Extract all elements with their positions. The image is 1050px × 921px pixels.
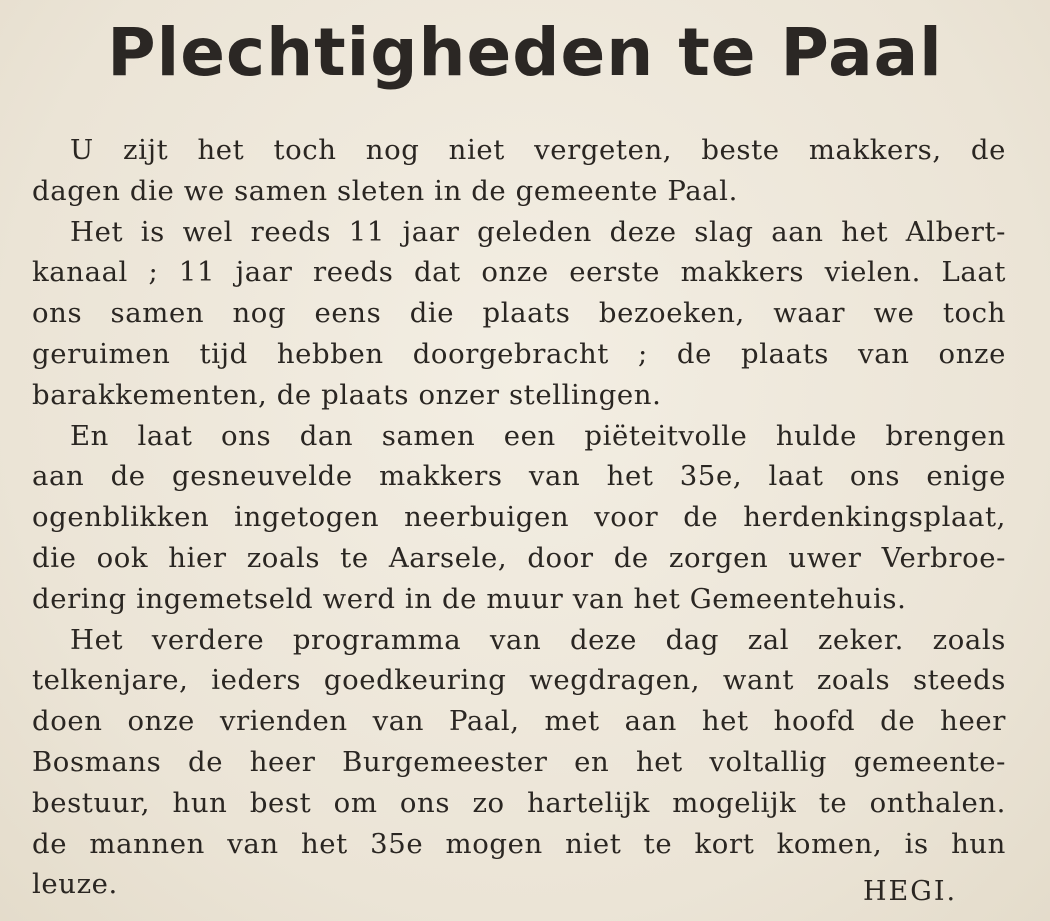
text-line: kanaal ; 11 jaar reeds dat onze eerste makkers vielen. Laat (32, 256, 1006, 289)
text-line: die ook hier zoals te Aarsele, door de zorgen uwer Verbroe- (32, 541, 1006, 574)
text-line: U zijt het toch nog niet vergeten, beste makkers, de (70, 134, 1006, 166)
text-line: dagen die we samen sleten in de gemeente Paal. (32, 174, 738, 207)
text-line: barakkementen, de plaats onzer stellingen. (32, 378, 662, 411)
text-line: Het is wel reeds 11 jaar geleden deze slag aan het Albert- (70, 215, 1006, 248)
text-line: doen onze vrienden van Paal, met aan het hoofd de heer (32, 705, 1006, 738)
text-line: aan de gesneuvelde makkers van het 35e, laat ons enige (32, 460, 1006, 493)
text-line: Bosmans de heer Burgemeester en het voltallig gemeente- (32, 745, 1006, 778)
text-line: telkenjare, ieders goedkeuring wegdragen, want zoals steeds (32, 664, 1006, 697)
author-signature: HEGI. (863, 876, 958, 907)
text-line: de mannen van het 35e mogen niet te kort komen, is hun (32, 827, 1006, 860)
text-line: bestuur, hun best om ons zo hartelijk mogelijk te onthalen. (32, 786, 1006, 819)
article-title: Plechtigheden te Paal (107, 14, 943, 91)
text-line: leuze. (32, 868, 118, 901)
text-line: ogenblikken ingetogen neerbuigen voor de herdenkingsplaat, (32, 501, 1006, 534)
text-line: ons samen nog eens die plaats bezoeken, waar we toch (32, 297, 1006, 330)
text-line: geruimen tijd hebben doorgebracht ; de plaats van onze (32, 337, 1006, 370)
text-line: dering ingemetseld werd in de muur van het Gemeentehuis. (32, 582, 907, 615)
text-line: En laat ons dan samen een piëteitvolle hulde brengen (70, 419, 1006, 452)
text-line: Het verdere programma van deze dag zal zeker. zoals (70, 623, 1006, 656)
article-body (32, 130, 1006, 905)
